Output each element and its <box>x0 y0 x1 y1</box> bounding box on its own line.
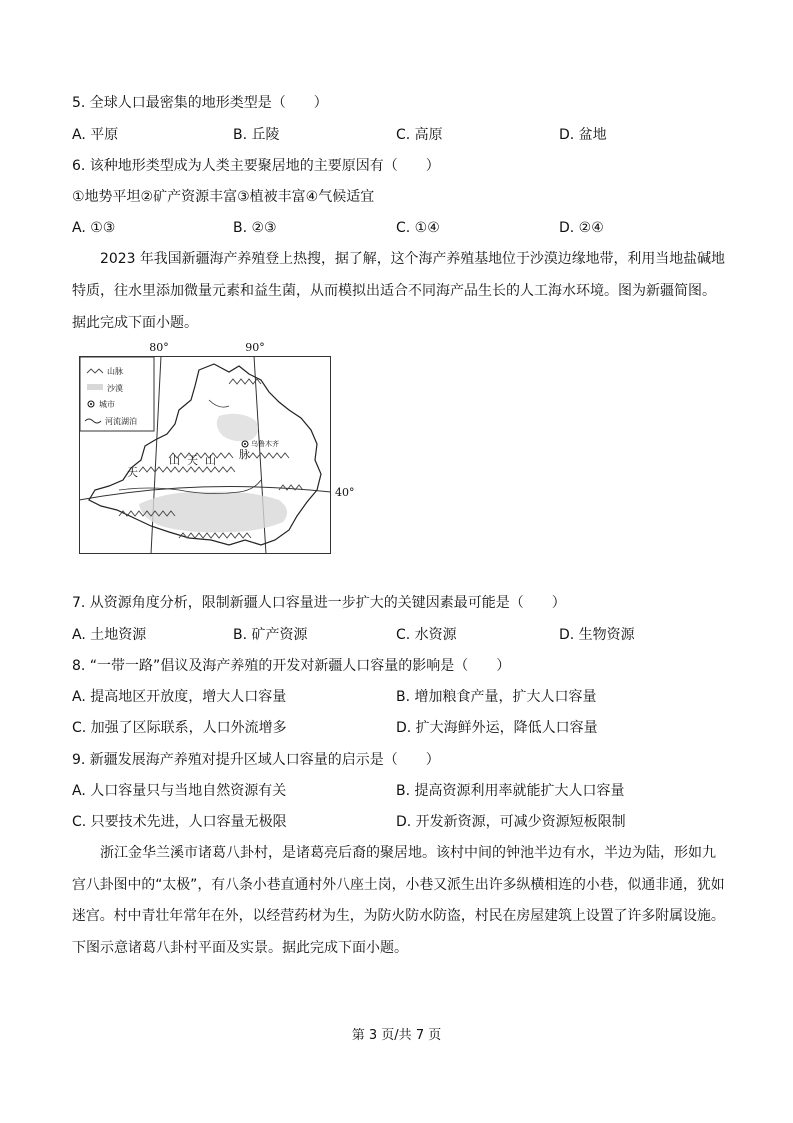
xinjiang-map <box>79 340 355 554</box>
page-footer: 第 3 页/共 7 页 <box>351 1028 442 1043</box>
passage1-line-3: 据此完成下面小题。 <box>72 315 198 331</box>
passage2-line-4: 下图示意诸葛八卦村平面及实景。据此完成下面小题。 <box>72 940 408 956</box>
q6-option-b: B. ②③ <box>233 220 277 236</box>
map-char-tian-1: 天 <box>127 466 138 479</box>
legend-mountain-label: 山脉 <box>107 367 123 376</box>
q5-option-a: A. 平原 <box>72 127 119 143</box>
map-char-shan-1: 山 <box>169 454 180 467</box>
q9-option-a: A. 人口容量只与当地自然资源有关 <box>72 783 287 799</box>
q9-option-b: B. 提高资源利用率就能扩大人口容量 <box>396 783 625 799</box>
passage1-line-2: 特质，往水里添加微量元素和益生菌，从而模拟出适合不同海产品生长的人工海水环境。图为新疆简图。 <box>72 283 716 299</box>
q9-option-c: C. 只要技术先进，人口容量无极限 <box>72 814 287 830</box>
q6-option-a: A. ①③ <box>72 220 116 236</box>
q6-option-c: C. ①④ <box>396 220 440 236</box>
map-char-shan-2: 山 <box>205 454 216 467</box>
q6-factors: ①地势平坦②矿产资源丰富③植被丰富④气候适宜 <box>72 189 375 205</box>
legend-city-label: 城市 <box>99 400 115 409</box>
q7-stem: 7. 从资源角度分析，限制新疆人口容量进一步扩大的关键因素最可能是（ ） <box>72 595 566 611</box>
q5-option-d: D. 盆地 <box>559 127 607 143</box>
map-char-mai: 脉 <box>239 448 250 461</box>
q5-stem: 5. 全球人口最密集的地形类型是（ ） <box>72 95 328 111</box>
q8-option-c: C. 加强了区际联系，人口外流增多 <box>72 720 287 736</box>
q5-option-c: C. 高原 <box>396 127 443 143</box>
q6-option-d: D. ②④ <box>559 220 604 236</box>
q7-option-a: A. 土地资源 <box>72 627 147 643</box>
q7-option-b: B. 矿产资源 <box>233 627 308 643</box>
passage2-line-1: 浙江金华兰溪市诸葛八卦村，是诸葛亮后裔的聚居地。该村中间的钟池半边有水，半边为陆，形如九 <box>100 845 716 861</box>
lon-label-90: 90° <box>245 341 265 354</box>
legend-river-label: 河流湖泊 <box>105 417 137 426</box>
lon-label-80: 80° <box>149 341 169 354</box>
q9-option-d: D. 开发新资源，可减少资源短板限制 <box>396 814 626 830</box>
legend-desert-label: 沙漠 <box>107 384 123 393</box>
passage2-line-3: 迷宫。村中青壮年常年在外，以经营药材为生，为防火防水防盗，村民在房屋建筑上设置了许多附属设施。 <box>72 908 725 924</box>
q8-option-d: D. 扩大海鲜外运，降低人口容量 <box>396 720 598 736</box>
map-char-tian-2: 天 <box>187 454 198 467</box>
q9-stem: 9. 新疆发展海产养殖对提升区域人口容量的启示是（ ） <box>72 752 440 768</box>
q6-stem: 6. 该种地形类型成为人类主要聚居地的主要原因有（ ） <box>72 158 440 174</box>
q7-option-c: C. 水资源 <box>396 627 457 643</box>
desert-icon <box>87 384 103 390</box>
q8-option-a: A. 提高地区开放度，增大人口容量 <box>72 689 287 705</box>
passage2-line-2: 宫八卦图中的“太极”，有八条小巷直通村外八座土岗，小巷又派生出许多纵横相连的小巷，似通非通，犹如 <box>72 877 725 893</box>
q5-option-b: B. 丘陵 <box>233 127 280 143</box>
urumqi-label: 乌鲁木齐 <box>251 440 279 448</box>
q8-stem: 8. “一带一路”倡议及海产养殖的开发对新疆人口容量的影响是（ ） <box>72 658 511 674</box>
q7-option-d: D. 生物资源 <box>559 627 635 643</box>
lat-label-40: 40° <box>335 486 355 499</box>
passage1-line-1: 2023 年我国新疆海产养殖登上热搜，据了解，这个海产养殖基地位于沙漠边缘地带，利用当地盐碱地 <box>100 251 725 267</box>
q8-option-b: B. 增加粮食产量，扩大人口容量 <box>396 689 597 705</box>
